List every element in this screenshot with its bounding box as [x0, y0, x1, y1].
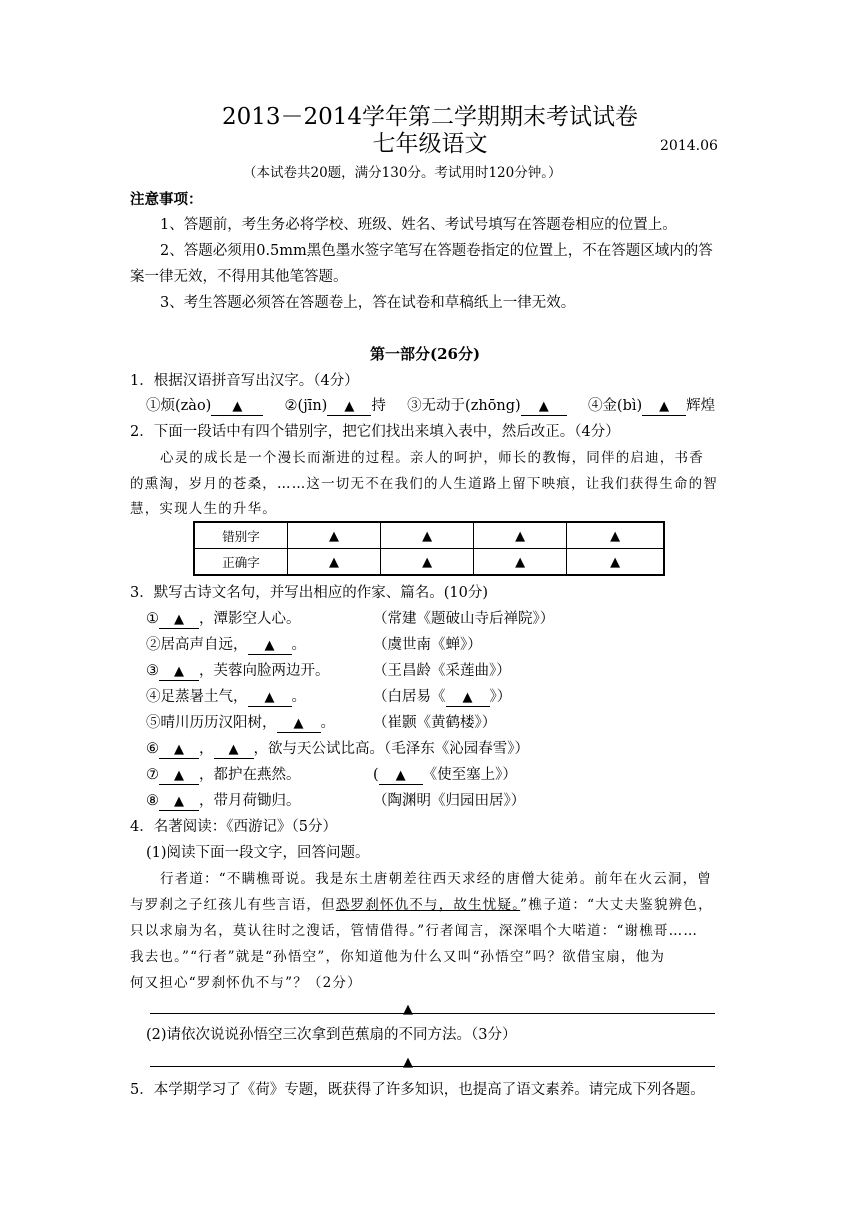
triangle-icon: ▲	[174, 664, 184, 679]
q3-line-4	[146, 687, 306, 707]
q3-l7-src-blank	[379, 767, 423, 785]
q3-l6-blank-2	[214, 741, 254, 759]
q3-l4-src-b: 》）	[489, 689, 512, 705]
q3-stem: 3．默写古诗文名句，并写出相应的作家、篇名。(10分)	[130, 585, 488, 601]
triangle-icon: ▲	[422, 528, 433, 544]
q4-answer-mark-1	[403, 999, 413, 1020]
q3-line-6	[146, 739, 529, 759]
triangle-icon: ▲	[344, 399, 355, 414]
q5-stem: 5．本学期学习了《荷》专题，既获得了许多知识，也提高了语文素养。请完成下列各题。	[130, 1082, 705, 1098]
q3-l1-source: （常建《题破山寺后禅院》）	[373, 611, 555, 627]
q3-l4-source	[373, 687, 511, 707]
q2-passage-line-3: 慧，实现人生的升华。	[130, 501, 277, 517]
q3-line-8	[146, 791, 301, 811]
q3-l6-blank-1	[159, 741, 199, 759]
triangle-icon: ▲	[264, 690, 275, 705]
triangle-icon: ▲	[403, 1002, 413, 1017]
notice-item-2: 2、答题必须用0.5mm黑色墨水签字笔写在答题卷指定的位置上，不在答题区域内的答	[160, 243, 713, 259]
q3-l6-comma: ，	[199, 741, 214, 757]
correct-char-label: 正确字	[194, 549, 288, 576]
q3-l4-text: ④足蒸暑土气，	[146, 689, 248, 705]
q3-line-3	[146, 661, 330, 681]
q3-l6-text: ，欲与天公试比高。（毛泽东《沁园春雪》）	[253, 741, 529, 757]
q1-c-label: ③无动于(zhōng)	[407, 398, 521, 414]
q3-l1-blank	[159, 611, 199, 629]
q3-l2-text: ②居高声自远，	[146, 637, 248, 653]
triangle-icon: ▲	[174, 768, 184, 783]
q1-d-after: 辉煌	[686, 398, 716, 414]
triangle-icon: ▲	[264, 638, 275, 653]
q3-l5-blank	[277, 715, 321, 733]
q1-b-after: 持	[371, 398, 386, 414]
q4-answer-line-2	[150, 1066, 715, 1067]
q3-l3-num: ③	[146, 663, 159, 679]
q1-b-label: ②(jīn)	[284, 398, 328, 414]
triangle-icon: ▲	[422, 554, 433, 570]
q3-l7-text: ，都护在燕然。	[199, 767, 301, 783]
q4-stem: 4．名著阅读：《西游记》（5分）	[130, 819, 337, 835]
triangle-icon: ▲	[293, 716, 304, 731]
q3-l7-src-a: (	[373, 767, 379, 783]
q4-passage-line-1: 行者道：“不瞒樵哥说。我是东土唐朝差往西天求经的唐僧大徒弟。前年在火云洞，曾	[160, 871, 713, 887]
notice-item-1: 1、答题前，考生务必将学校、班级、姓名、考试号填写在答题卷相应的位置上。	[160, 217, 677, 233]
triangle-icon: ▲	[462, 690, 473, 705]
triangle-icon: ▲	[329, 554, 340, 570]
q4-p2-underlined: 恐罗刹怀仇不与，故生忧疑。	[335, 897, 521, 913]
triangle-icon: ▲	[174, 742, 184, 757]
triangle-icon: ▲	[515, 528, 526, 544]
q3-l8-source: （陶渊明《归园田居》）	[373, 793, 526, 809]
wrong-char-label: 错别字	[194, 522, 288, 549]
q1-b-blank	[327, 398, 371, 416]
q3-l8-text: ，带月荷锄归。	[199, 793, 301, 809]
q3-l2-end: 。	[291, 637, 306, 653]
q3-l7-num: ⑦	[146, 767, 159, 783]
q4-p2-end: ”樵子道：“大丈夫鉴貌辨色，	[520, 897, 713, 913]
q3-l1-text: ，潭影空人心。	[199, 611, 301, 627]
triangle-icon: ▲	[174, 612, 184, 627]
q1-d-blank	[642, 398, 686, 416]
exam-date: 2014.06	[660, 138, 718, 154]
q3-l7-src-b: 《使至塞上》）	[422, 767, 517, 783]
q1-a-label: ①烦(zào)	[146, 398, 212, 414]
answer-cell	[381, 549, 474, 576]
notice-heading: 注意事项：	[130, 191, 203, 208]
q3-l7-blank	[159, 767, 199, 785]
table-row	[194, 549, 664, 576]
answer-cell	[474, 522, 567, 549]
answer-cell	[288, 549, 381, 576]
q2-passage-line-2: 的熏淘，岁月的苍桑，……这一切无不在我们的人生道路上留下映痕，让我们获得生命的智	[130, 476, 718, 492]
q4-answer-line-1	[150, 1013, 715, 1014]
notice-item-2-cont: 案一律无效，不得用其他笔答题。	[130, 269, 348, 285]
q3-l5-source: （崔颢《黄鹤楼》）	[373, 715, 497, 731]
q3-line-5	[146, 713, 335, 733]
q4-passage-line-3: 只以求扇为名，莫认往时之溲话，管情借得。”行者闻言，深深唱个大喏道：“谢樵哥……	[130, 923, 699, 939]
triangle-icon: ▲	[515, 554, 526, 570]
q4-sub2: (2)请依次说说孙悟空三次拿到芭蕉扇的不同方法。（3分）	[146, 1027, 517, 1043]
triangle-icon: ▲	[610, 528, 621, 544]
triangle-icon: ▲	[232, 399, 243, 414]
q3-l4-blank	[248, 689, 292, 707]
q3-l3-source: （王昌龄《采莲曲》）	[373, 663, 511, 679]
q3-line-1	[146, 609, 301, 629]
triangle-icon: ▲	[538, 399, 549, 414]
grade-subject-title: 七年级语文	[372, 131, 488, 157]
answer-cell	[381, 522, 474, 549]
q3-l2-blank	[248, 637, 292, 655]
q3-l8-num: ⑧	[146, 793, 159, 809]
q3-l1-num: ①	[146, 611, 159, 627]
triangle-icon: ▲	[395, 768, 406, 783]
exam-subtitle: （本试卷共20题，满分130分。考试用时120分钟。）	[243, 165, 562, 181]
q4-passage-line-2	[130, 895, 713, 915]
q1-a-blank	[211, 398, 263, 416]
q3-l2-source: （虞世南《蝉》）	[373, 637, 482, 653]
answer-cell	[567, 522, 664, 549]
correction-table	[193, 521, 665, 576]
table-row	[194, 522, 664, 549]
q3-line-7	[146, 765, 301, 785]
triangle-icon: ▲	[174, 794, 184, 809]
q1-stem: 1．根据汉语拼音写出汉字。（4分）	[130, 373, 359, 389]
q3-l4-src-a: （白居易《	[373, 689, 446, 705]
q3-l4-end: 。	[291, 689, 306, 705]
q3-l5-text: ⑤晴川历历汉阳树，	[146, 715, 277, 731]
q1-d-label: ④金(bì)	[587, 398, 643, 414]
q3-line-2	[146, 635, 306, 655]
triangle-icon: ▲	[329, 528, 340, 544]
triangle-icon: ▲	[659, 399, 670, 414]
triangle-icon: ▲	[403, 1055, 413, 1070]
q2-passage-line-1: 心灵的成长是一个漫长而渐进的过程。亲人的呵护，师长的教悔，同伴的启迪，书香	[160, 450, 704, 466]
q2-stem: 2．下面一段话中有四个错别字，把它们找出来填入表中，然后改正。（4分）	[130, 424, 620, 440]
q3-l6-num: ⑥	[146, 741, 159, 757]
answer-cell	[567, 549, 664, 576]
q1-c-blank	[521, 398, 567, 416]
q4-passage-line-5: 何又担心“罗刹怀仇不与”？（2分）	[130, 975, 362, 991]
q4-p2-start: 与罗刹之子红孩儿有些言语，但	[130, 897, 336, 913]
q4-sub1: (1)阅读下面一段文字，回答问题。	[146, 845, 370, 861]
exam-title: 2013－2014学年第二学期期末考试试卷	[221, 104, 639, 130]
q3-l3-text: ，芙蓉向脸两边开。	[199, 663, 330, 679]
q3-l8-blank	[159, 793, 199, 811]
q1-items	[146, 396, 715, 416]
q3-l7-source	[373, 765, 517, 785]
triangle-icon: ▲	[228, 742, 239, 757]
triangle-icon: ▲	[610, 554, 621, 570]
q3-l3-blank	[159, 663, 199, 681]
q3-l4-src-blank	[446, 689, 490, 707]
answer-cell	[288, 522, 381, 549]
notice-item-3: 3、考生答题必须答在答题卷上，答在试卷和草稿纸上一律无效。	[160, 295, 576, 311]
q4-passage-line-4: 我去也。”“行者”就是“孙悟空”，你知道他为什么又叫“孙悟空”吗？欲借宝扇，他为	[130, 949, 666, 965]
q4-answer-mark-2	[403, 1052, 413, 1073]
answer-cell	[474, 549, 567, 576]
part1-heading: 第一部分(26分)	[370, 345, 481, 363]
q3-l5-end: 。	[320, 715, 335, 731]
